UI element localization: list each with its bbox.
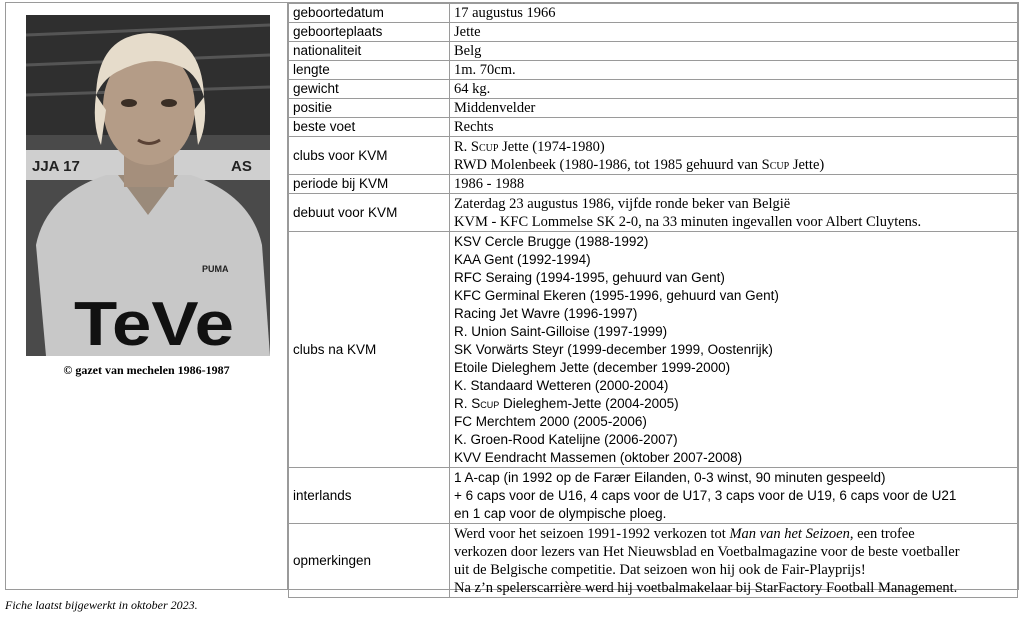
text-fragment: R. [454,395,472,411]
remark-line: uit de Belgische competitie. Dat seizoen won hij ook de Fair-Playprijs! [454,561,866,578]
club-line: KSV Cercle Brugge (1988-1992) [454,233,649,249]
club-line: SK Vorwärts Steyr (1999-december 1999, Oostenrijk) [454,341,773,357]
remark-line [454,525,1013,543]
table-row [289,524,1018,598]
table-row [289,118,1018,137]
table-row [289,4,1018,23]
debut-line: KVM - KFC Lommelse SK 2-0, na 33 minuten ingevallen voor Albert Cluytens. [454,213,922,230]
table-row [289,175,1018,194]
table-row [289,80,1018,99]
label-positie: positie [289,99,450,118]
player-photo [26,15,270,356]
club-line: R. Union Saint-Gilloise (1997-1999) [454,323,668,339]
award-title: Man van het Seizoen [729,525,850,542]
remark-line: verkozen door lezers van Het Nieuwsblad en Voetbalmagazine voor de beste voetballer [454,543,960,560]
club-line [454,156,1013,174]
value-geboorteplaats: Jette [450,23,1018,42]
label-debuut: debuut voor KVM [289,194,450,232]
label-geboortedatum: geboortedatum [289,4,450,23]
footnote: Fiche laatst bijgewerkt in oktober 2023. [5,598,198,612]
label-clubs-voor: clubs voor KVM [289,137,450,175]
text-fragment: Jette) [789,156,825,173]
club-name-smallcaps: Scup [761,156,790,173]
club-line: K. Groen-Rood Katelijne (2006-2007) [454,431,678,447]
value-beste-voet: Rechts [450,118,1018,137]
club-line: KAA Gent (1992-1994) [454,251,591,267]
value-nationaliteit: Belg [450,42,1018,61]
club-line: Racing Jet Wavre (1996-1997) [454,305,638,321]
club-line [454,138,1013,156]
label-clubs-na: clubs na KVM [289,232,450,468]
label-opmerkingen: opmerkingen [289,524,450,598]
label-periode: periode bij KVM [289,175,450,194]
photo-caption: © gazet van mechelen 1986-1987 [63,363,230,377]
table-row [289,468,1018,524]
value-positie: Middenvelder [450,99,1018,118]
interlands-line: 1 A-cap (in 1992 op de Farær Eilanden, 0-3 winst, 90 minuten gespeeld) [454,469,886,485]
player-fiche [5,2,1019,596]
shirt-sponsor-text: TeVe [74,290,234,356]
club-line: KFC Germinal Ekeren (1995-1996, gehuurd van Gent) [454,287,779,303]
interlands-line: + 6 caps voor de U16, 4 caps voor de U17, 3 caps voor de U19, 6 caps voor de U21 [454,487,957,503]
table-row [289,61,1018,80]
club-line: K. Standaard Wetteren (2000-2004) [454,377,669,393]
label-gewicht: gewicht [289,80,450,99]
club-line: KVV Eendracht Massemen (oktober 2007-2008) [454,449,743,465]
value-periode: 1986 - 1988 [450,175,1018,194]
ad-board-text: JJA 17 [32,158,80,175]
table-row [289,23,1018,42]
text-fragment: Dieleghem-Jette (2004-2005) [499,395,679,411]
debut-line: Zaterdag 23 augustus 1986, vijfde ronde beker van België [454,195,791,212]
table-row [289,232,1018,468]
value-debuut [450,194,1018,232]
club-line [454,395,1013,413]
value-geboortedatum: 17 augustus 1966 [450,4,1018,23]
value-clubs-voor [450,137,1018,175]
club-name-smallcaps: Scup [470,138,499,155]
text-fragment: Jette (1974-1980) [498,138,605,155]
value-interlands [450,468,1018,524]
text-fragment: RWD Molenbeek (1980-1986, tot 1985 gehuurd van [454,156,762,173]
club-name-smallcaps: Scup [471,395,500,411]
label-beste-voet: beste voet [289,118,450,137]
club-line: RFC Seraing (1994-1995, gehuurd van Gent) [454,269,725,285]
text-fragment: R. [454,138,471,155]
table-row [289,194,1018,232]
value-gewicht: 64 kg. [450,80,1018,99]
remark-line: Na z’n spelerscarrière werd hij voetbalmakelaar bij StarFactory Football Management. [454,579,958,596]
value-lengte: 1m. 70cm. [450,61,1018,80]
ad-board-text-right: AS [231,158,252,175]
table-row [289,42,1018,61]
table-row [289,137,1018,175]
label-geboorteplaats: geboorteplaats [289,23,450,42]
label-lengte: lengte [289,61,450,80]
value-clubs-na [450,232,1018,468]
interlands-line: en 1 cap voor de olympische ploeg. [454,505,667,521]
text-fragment: Werd voor het seizoen 1991-1992 verkozen tot [454,525,730,542]
table-row [289,99,1018,118]
value-opmerkingen [450,524,1018,598]
text-fragment: , een trofee [849,525,915,542]
photo-cell [6,3,288,589]
player-info-table [288,3,1018,598]
club-line: FC Merchtem 2000 (2005-2006) [454,413,647,429]
club-line: Etoile Dieleghem Jette (december 1999-2000) [454,359,731,375]
label-interlands: interlands [289,468,450,524]
shirt-brand-text: PUMA [202,264,229,274]
label-nationaliteit: nationaliteit [289,42,450,61]
